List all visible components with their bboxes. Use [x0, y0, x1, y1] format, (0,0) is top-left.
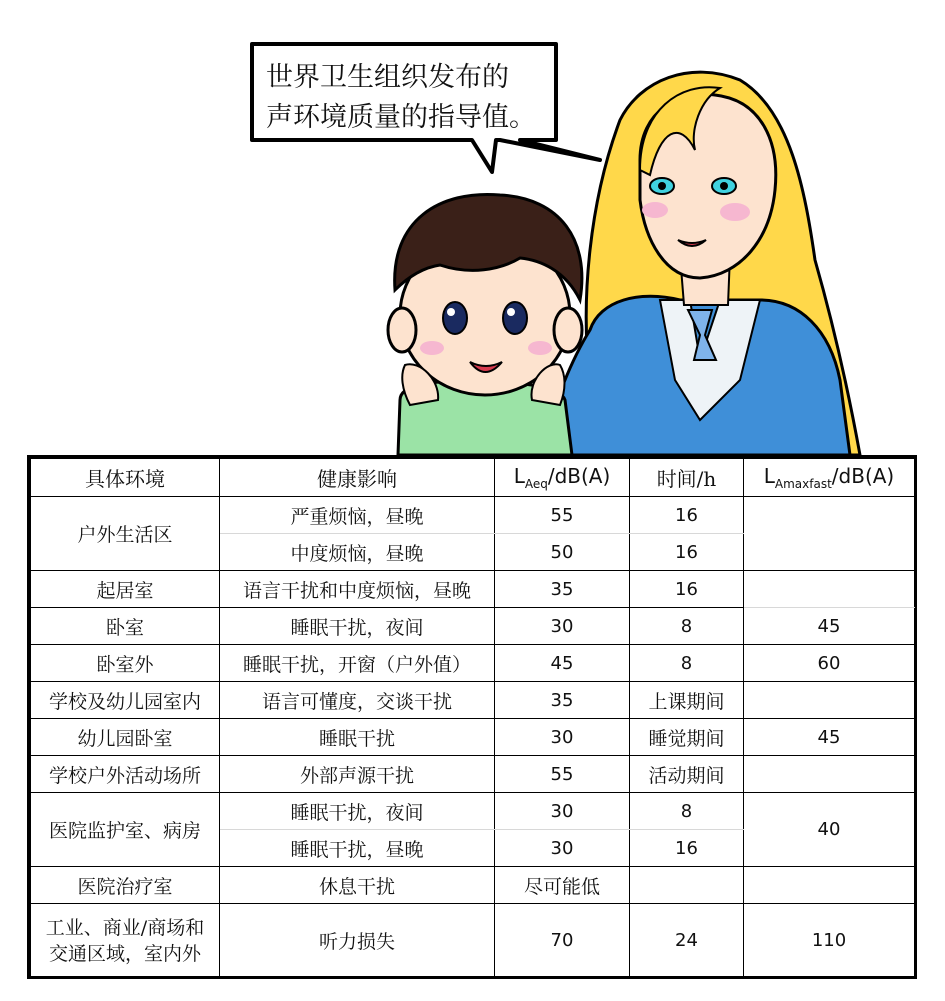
header-laeq-main: L	[513, 464, 525, 488]
cell-effect: 外部声源干扰	[220, 756, 495, 793]
cell-laeq: 30	[495, 608, 630, 645]
cell-lamax	[744, 682, 915, 719]
cell-effect: 休息干扰	[220, 867, 495, 904]
cell-effect: 睡眠干扰，夜间	[220, 793, 495, 830]
cell-time: 8	[630, 608, 744, 645]
speech-bubble-text	[266, 58, 556, 138]
cell-lamax: 45	[744, 719, 915, 756]
table-row	[31, 904, 915, 978]
cell-effect: 睡眠干扰	[220, 719, 495, 756]
cell-laeq: 尽可能低	[495, 867, 630, 904]
cell-time: 16	[630, 830, 744, 867]
speech-line-1: 世界卫生组织发布的	[266, 62, 509, 93]
table-row	[31, 645, 915, 682]
header-laeq	[495, 459, 630, 497]
cell-environment: 幼儿园卧室	[31, 719, 220, 756]
cell-lamax: 45	[744, 608, 915, 645]
table-row	[31, 497, 915, 534]
cell-time: 16	[630, 571, 744, 608]
table-row	[31, 756, 915, 793]
header-lamax-sub: Amaxfast	[774, 477, 832, 491]
cell-time: 上课期间	[630, 682, 744, 719]
table-row	[31, 719, 915, 756]
header-lamax-main: L	[763, 464, 775, 488]
cell-laeq: 45	[495, 645, 630, 682]
cell-effect: 睡眠干扰，昼晚	[220, 830, 495, 867]
cell-time: 睡觉期间	[630, 719, 744, 756]
cell-effect: 严重烦恼，昼晚	[220, 497, 495, 534]
header-environment: 具体环境	[31, 459, 220, 497]
cell-laeq: 30	[495, 793, 630, 830]
header-laeq-sub: Aeq	[524, 477, 548, 491]
cell-effect: 睡眠干扰，开窗（户外值）	[220, 645, 495, 682]
header-lamax-unit: /dB(A)	[831, 464, 895, 488]
header-time: 时间/h	[630, 459, 744, 497]
cell-lamax: 40	[744, 793, 915, 867]
table-row	[31, 867, 915, 904]
cell-time: 16	[630, 534, 744, 571]
cell-environment: 卧室	[31, 608, 220, 645]
cell-environment: 工业、商业/商场和交通区域，室内外	[31, 904, 220, 978]
header-health-effect: 健康影响	[220, 459, 495, 497]
noise-guideline-table	[27, 455, 917, 979]
cell-effect: 听力损失	[220, 904, 495, 978]
table-row	[31, 793, 915, 830]
cell-effect: 中度烦恼，昼晚	[220, 534, 495, 571]
cell-environment: 医院监护室、病房	[31, 793, 220, 867]
cell-environment: 学校户外活动场所	[31, 756, 220, 793]
table-header-row	[31, 459, 915, 497]
speech-line-2: 声环境质量的指导值。	[266, 102, 536, 133]
cell-laeq: 70	[495, 904, 630, 978]
table-row	[31, 571, 915, 608]
cell-time: 8	[630, 793, 744, 830]
cell-effect: 语言干扰和中度烦恼，昼晚	[220, 571, 495, 608]
cell-environment: 医院治疗室	[31, 867, 220, 904]
cell-lamax	[744, 756, 915, 793]
header-lamax	[744, 459, 915, 497]
cell-lamax: 60	[744, 645, 915, 682]
cell-environment: 学校及幼儿园室内	[31, 682, 220, 719]
cell-time: 16	[630, 497, 744, 534]
cell-effect: 语言可懂度，交谈干扰	[220, 682, 495, 719]
table-row	[31, 608, 915, 645]
cell-lamax	[744, 571, 915, 608]
header-laeq-unit: /dB(A)	[547, 464, 611, 488]
cell-time: 24	[630, 904, 744, 978]
cell-time: 活动期间	[630, 756, 744, 793]
woman-figure	[540, 72, 860, 455]
cell-laeq: 50	[495, 534, 630, 571]
cell-environment: 起居室	[31, 571, 220, 608]
cell-lamax	[744, 497, 915, 571]
cell-laeq: 55	[495, 756, 630, 793]
cell-time	[630, 867, 744, 904]
cell-laeq: 35	[495, 571, 630, 608]
cell-lamax: 110	[744, 904, 915, 978]
cell-effect: 睡眠干扰，夜间	[220, 608, 495, 645]
table-row	[31, 682, 915, 719]
boy-figure	[388, 194, 582, 455]
cell-laeq: 55	[495, 497, 630, 534]
cell-environment: 卧室外	[31, 645, 220, 682]
cell-laeq: 30	[495, 830, 630, 867]
cell-laeq: 35	[495, 682, 630, 719]
cell-time: 8	[630, 645, 744, 682]
cell-environment: 户外生活区	[31, 497, 220, 571]
cell-lamax	[744, 867, 915, 904]
cell-laeq: 30	[495, 719, 630, 756]
